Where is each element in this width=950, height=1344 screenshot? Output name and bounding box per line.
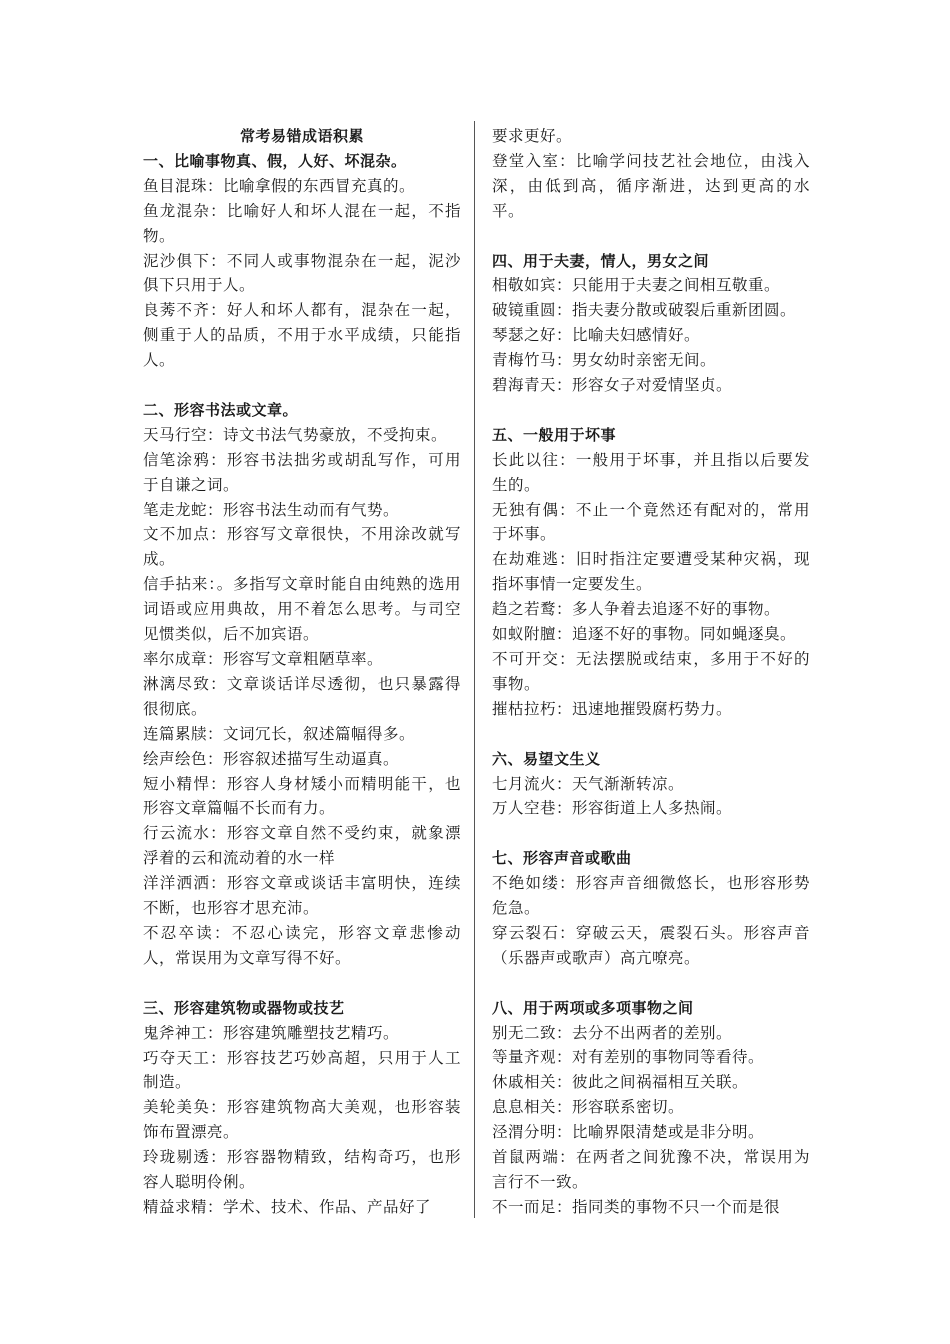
section-heading-2: 二、形容书法或文章。 [143,400,299,419]
idiom-entry: 如蚁附膻：追逐不好的事物。同如蝇逐臭。 [492,625,797,644]
section-spacer [492,971,810,996]
idiom-entry: 长此以往：一般用于坏事，并且指以后要发生的。 [492,450,810,494]
idiom-entry: 信手拈来：。多指写文章时能自由纯熟的选用词语或应用典故，用不着怎么思考。与司空见惯类似，后不加宾语。 [143,575,461,644]
idiom-entry: 鱼目混珠：比喻拿假的东西冒充真的。 [143,176,416,195]
idiom-entry: 相敬如宾：只能用于夫妻之间相互敬重。 [492,276,781,295]
idiom-entry: 在劫难逃：旧时指注定要遭受某种灾祸，现指坏事情一定要发生。 [492,550,810,594]
idiom-entry: 淋漓尽致：文章谈话详尽透彻，也只暴露得很彻底。 [143,674,461,718]
section-spacer [143,373,461,398]
idiom-entry: 连篇累牍：文词冗长，叙述篇幅得多。 [143,724,416,743]
idiom-entry: 鱼龙混杂：比喻好人和坏人混在一起，不指物。 [143,201,461,245]
idiom-entry: 等量齐观：对有差别的事物同等看待。 [492,1048,765,1067]
idiom-entry: 信笔涂鸦：形容书法拙劣或胡乱写作，可用于自谦之词。 [143,450,461,494]
idiom-entry: 行云流水：形容文章自然不受约束，就象漂浮着的云和流动着的水一样 [143,824,461,868]
idiom-entry: 首鼠两端：在两者之间犹豫不决，常误用为言行不一致。 [492,1148,810,1191]
right-column [492,124,810,1220]
idiom-entry: 不绝如缕：形容声音细微悠长，也形容形势危急。 [492,874,810,918]
section-heading-5: 五、一般用于坏事 [492,425,617,444]
idiom-entry: 琴瑟之好：比喻夫妇感情好。 [492,326,701,345]
idiom-entry: 精益求精：学术、技术、作品、产品好了 [143,1197,432,1216]
section-heading-4: 四、用于夫妻，情人，男女之间 [492,251,710,270]
idiom-entry: 碧海青天：形容女子对爱情坚贞。 [492,376,733,395]
idiom-entry: 休戚相关：彼此之间祸福相互关联。 [492,1073,749,1092]
left-column [143,124,461,1220]
idiom-entry: 泾渭分明：比喻界限清楚或是非分明。 [492,1123,765,1142]
section-heading-3: 三、形容建筑物或器物或技艺 [143,998,345,1017]
idiom-entry: 穿云裂石：穿破云天，震裂石头。形容声音（乐器声或歌声）高亢嘹亮。 [492,923,810,967]
idiom-entry: 息息相关：形容联系密切。 [492,1098,685,1117]
idiom-entry: 巧夺天工：形容技艺巧妙高超，只用于人工制造。 [143,1048,461,1092]
section-heading-8: 八、用于两项或多项事物之间 [492,998,694,1017]
section-spacer [143,971,461,996]
document-title: 常考易错成语积累 [239,127,364,145]
idiom-entry: 良莠不齐：好人和坏人都有，混杂在一起，侧重于人的品质，不用于水平成绩，只能指人。 [143,301,461,370]
idiom-entry: 七月流火：天气渐渐转凉。 [492,774,685,793]
idiom-entry: 无独有偶：不止一个竟然还有配对的，常用于坏事。 [492,500,810,544]
idiom-entry: 洋洋洒洒：形容文章或谈话丰富明快，连续不断，也形容才思充沛。 [143,874,461,918]
section-spacer [492,722,810,747]
column-divider [474,121,475,1218]
idiom-entry: 不可开交：无法摆脱或结束，多用于不好的事物。 [492,650,810,693]
section-spacer [492,398,810,423]
idiom-entry: 不一而足：指同类的事物不只一个而是很 [492,1197,781,1216]
idiom-entry: 鬼斧神工：形容建筑雕塑技艺精巧。 [143,1023,400,1042]
idiom-entry: 玲珑剔透：形容器物精致，结构奇巧，也形容人聪明伶俐。 [143,1148,461,1192]
idiom-entry: 青梅竹马：男女幼时亲密无间。 [492,351,717,370]
idiom-entry: 绘声绘色：形容叙述描写生动逼真。 [143,749,400,768]
idiom-entry: 万人空巷：形容街道上人多热闹。 [492,799,733,818]
section-heading-7: 七、形容声音或歌曲 [492,849,632,868]
idiom-entry: 登堂入室：比喻学问技艺社会地位，由浅入深，由低到高，循序渐进，达到更高的水平。 [492,151,810,220]
idiom-entry: 趋之若鹜：多人争着去追逐不好的事物。 [492,600,781,619]
idiom-entry: 破镜重圆：指夫妻分散或破裂后重新团圆。 [492,301,797,320]
idiom-entry: 率尔成章：形容写文章粗陋草率。 [143,650,384,669]
idiom-entry-continuation: 要求更好。 [492,127,573,145]
idiom-entry: 笔走龙蛇：形容书法生动而有气势。 [143,500,400,519]
idiom-entry: 文不加点：形容写文章很快，不用涂改就写成。 [143,525,461,569]
idiom-entry: 短小精悍：形容人身材矮小而精明能干，也形容文章篇幅不长而有力。 [143,774,461,818]
idiom-entry: 别无二致：去分不出两者的差别。 [492,1023,733,1042]
idiom-entry: 美轮美奂：形容建筑物高大美观，也形容装饰布置漂亮。 [143,1098,461,1142]
section-heading-1: 一、比喻事物真、假，人好、坏混杂。 [143,151,407,170]
idiom-entry: 摧枯拉朽：迅速地摧毁腐朽势力。 [492,699,733,718]
section-spacer [492,821,810,846]
idiom-entry: 天马行空：诗文书法气势豪放，不受拘束。 [143,425,448,444]
idiom-entry: 泥沙俱下：不同人或事物混杂在一起，泥沙俱下只用于人。 [143,251,461,295]
section-spacer [492,224,810,249]
idiom-entry: 不忍卒读：不忍心读完，形容文章悲惨动人，常误用为文章写得不好。 [143,923,461,967]
section-heading-6: 六、易望文生义 [492,749,601,768]
